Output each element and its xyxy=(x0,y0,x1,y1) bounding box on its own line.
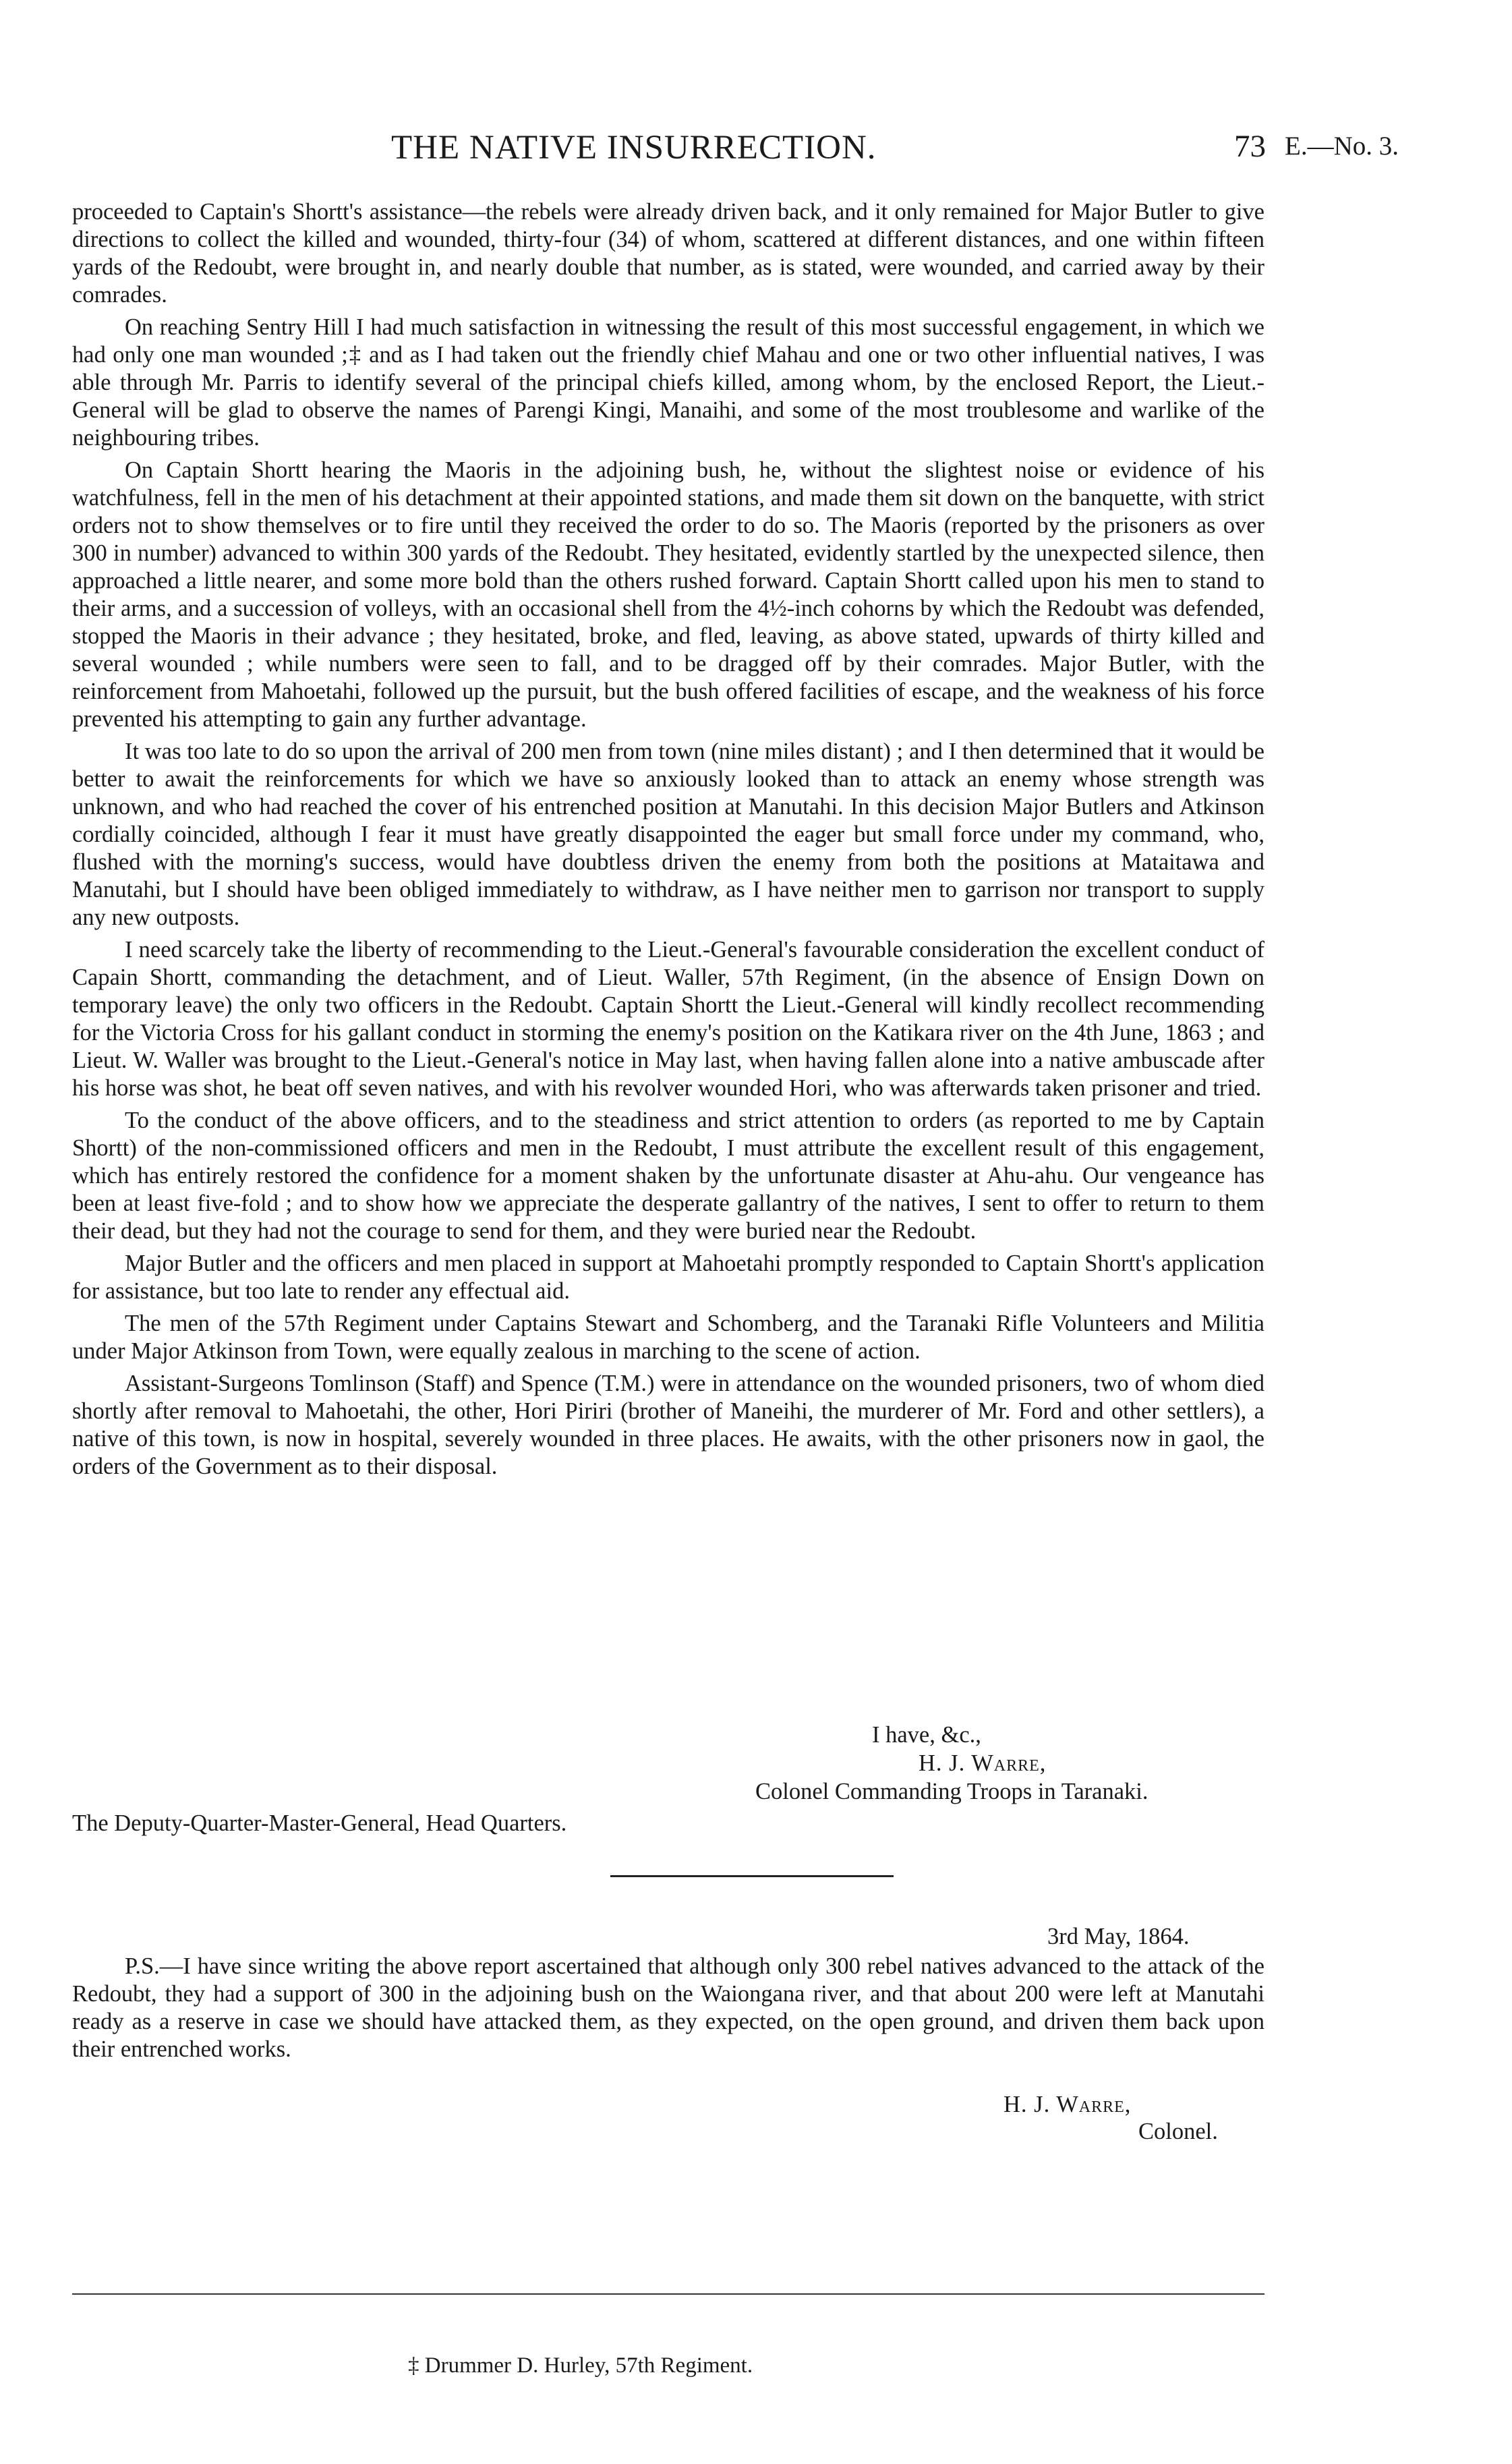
paragraph: Major Butler and the officers and men placed in support at Mahoetahi promptly responded to Captain Shortt's application for assistance, but too late to render any effectual aid. xyxy=(72,1251,1264,1304)
signature-name: H. J. Warre, xyxy=(919,1750,1047,1776)
page-number: 73 xyxy=(1234,129,1266,164)
paragraph: To the conduct of the above officers, and to the steadiness and strict attention to orders (as reported to me by Captain Shortt) of the non-commissioned officers and men in the Redoubt, I must attribute the excellent result of this engagement, which has entirely restored the confidence for a moment shaken by the unfortunate disaster at Ahu-ahu. Our vengeance has been at least five-fold ; and to show how we appreciate the desperate gallantry of the natives, I sent to offer to return to them their dead, but they had not the courage to send for them, and they were buried near the Redoubt. xyxy=(72,1108,1264,1244)
report-body xyxy=(72,198,1264,1485)
postscript-signature-rank: Colonel. xyxy=(1138,2119,1218,2144)
paragraph: On Captain Shortt hearing the Maoris in the adjoining bush, he, without the slightest noise or evidence of his watchfulness, fell in the men of his detachment at their appointed stations, and made them sit down on the banquette, with strict orders not to show themselves or to fire until they received the order to do so. The Maoris (reported by the prisoners as over 300 in number) advanced to within 300 yards of the Redoubt. They hesitated, evidently startled by the unexpected silence, then approached a little nearer, and some more bold than the others rushed forward. Captain Shortt called upon his men to stand to their arms, and a succession of volleys, with an occasional shell from the 4½-inch cohorns by which the Redoubt was defended, stopped the Maoris in their advance ; they hesitated, broke, and fled, leaving, as above stated, upwards of thirty killed and several wounded ; while numbers were seen to fall, and to be dragged off by their comrades. Major Butler, with the reinforcement from Mahoetahi, followed up the pursuit, but the bush offered facilities of escape, and the weakness of his force prevented his attempting to gain any further advantage. xyxy=(72,457,1264,732)
page-title: THE NATIVE INSURRECTION. xyxy=(391,129,877,167)
paragraph: Assistant-Surgeons Tomlinson (Staff) and Spence (T.M.) were in attendance on the wounded prisoners, two of whom died shortly after removal to Mahoetahi, the other, Hori Piriri (brother of Maneihi, the murderer of Mr. Ford and other settlers), a native of this town, is now in hospital, severely wounded in three places. He awaits, with the other prisoners now in gaol, the orders of the Government as to their disposal. xyxy=(72,1371,1264,1479)
paragraph: On reaching Sentry Hill I had much satisfaction in witnessing the result of this most successful engagement, in which we had only one man wounded ;‡ and as I had taken out the friendly chief Mahau and one or two other influential natives, I was able through Mr. Parris to identify several of the principal chiefs killed, among whom, by the enclosed Report, the Lieut.-General will be glad to observe the names of Parengi Kingi, Manaihi, and some of the most troublesome and warlike of the neighbouring tribes. xyxy=(72,314,1264,451)
postscript-text: P.S.—I have since writing the above report ascertained that although only 300 rebel natives advanced to the attack of the Redoubt, they had a support of 300 in the adjoining bush on the Waiongana river, and that about 200 were left at Manutahi ready as a reserve in case we should have attacked them, as they expected, on the open ground, and driven them back upon their entrenched works. xyxy=(72,1953,1264,2062)
postscript-signature-name: H. J. Warre, xyxy=(1004,2092,1132,2117)
document-code: E.—No. 3. xyxy=(1285,132,1399,161)
section-divider xyxy=(610,1875,894,1877)
signature-rank: Colonel Commanding Troops in Taranaki. xyxy=(755,1779,1148,1804)
page-header xyxy=(0,128,1512,175)
footnote: ‡ Drummer D. Hurley, 57th Regiment. xyxy=(408,2353,753,2378)
paragraph: The men of the 57th Regiment under Captains Stewart and Schomberg, and the Taranaki Rifle Volunteers and Militia under Major Atkinson from Town, were equally zealous in marching to the scene of action. xyxy=(72,1311,1264,1364)
paragraph: It was too late to do so upon the arrival of 200 men from town (nine miles distant) ; and I then determined that it would be better to await the reinforcements for which we have so anxiously looked than to attack an enemy whose strength was unknown, and who had reached the cover of his entrenched position at Manutahi. In this decision Major Butlers and Atkinson cordially coincided, although I fear it must have greatly disappointed the eager but small force under my command, who, flushed with the morning's success, would have doubtless driven the enemy from both the positions at Mataitawa and Manutahi, but I should have been obliged immediately to withdraw, as I have neither men to garrison nor transport to supply any new outposts. xyxy=(72,739,1264,930)
signature-closing: I have, &c., xyxy=(872,1722,981,1748)
addressee: The Deputy-Quarter-Master-General, Head Quarters. xyxy=(72,1810,567,1836)
postscript-date: 3rd May, 1864. xyxy=(1047,1924,1190,1949)
footnote-divider xyxy=(72,2293,1264,2295)
paragraph: I need scarcely take the liberty of recommending to the Lieut.-General's favourable consideration the excellent conduct of Capain Shortt, commanding the detachment, and of Lieut. Waller, 57th Regiment, (in the absence of Ensign Down on temporary leave) the only two officers in the Redoubt. Captain Shortt the Lieut.-General will kindly recollect recommending for the Victoria Cross for his gallant conduct in storming the enemy's position on the Katikara river on the 4th June, 1863 ; and Lieut. W. Waller was brought to the Lieut.-General's notice in May last, when having fallen alone into a native ambuscade after his horse was shot, he beat off seven natives, and with his revolver wounded Hori, who was afterwards taken prisoner and tried. xyxy=(72,937,1264,1101)
paragraph: proceeded to Captain's Shortt's assistance—the rebels were already driven back, and it only remained for Major Butler to give directions to collect the killed and wounded, thirty-four (34) of whom, scattered at different distances, and one within fifteen yards of the Redoubt, were brought in, and nearly double that number, as is stated, were wounded, and carried away by their comrades. xyxy=(72,199,1264,308)
